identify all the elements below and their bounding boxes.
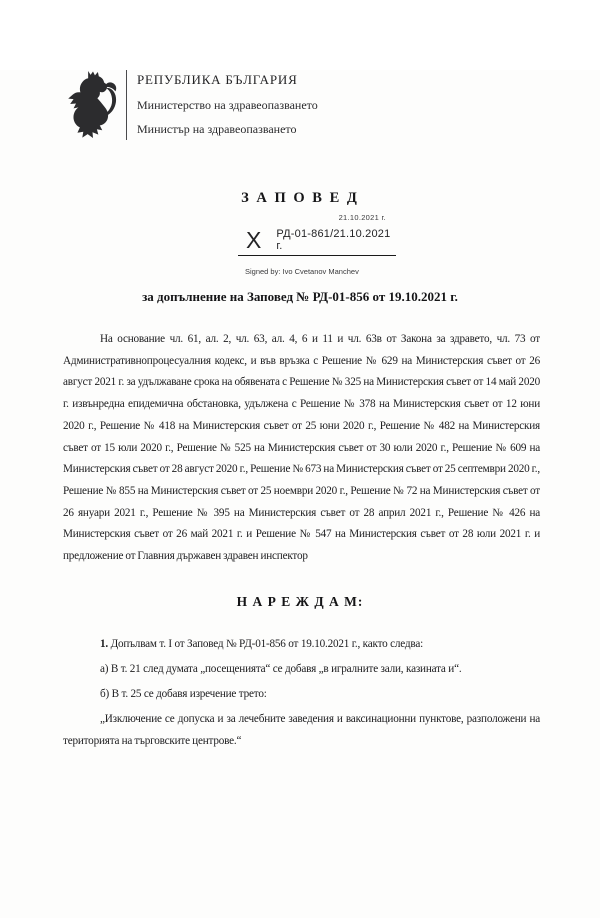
country-name: РЕПУБЛИКА БЪЛГАРИЯ [137,72,298,87]
digital-signature-block [238,213,396,276]
item-text: Допълвам т. I от Заповед № РД-01-856 от 19.10.2021 г., както следва: [110,637,423,650]
order-item-b: б) В т. 25 се добавя изречение трето: [100,688,267,701]
order-items [63,634,540,753]
ministry-name: Министерство на здравеопазването [137,97,318,112]
signature-x-mark: X [246,227,262,253]
item-number: 1. [100,637,108,650]
coat-of-arms-lion-icon [64,70,122,140]
order-item-1 [63,634,540,656]
document-title: З А П О В Е Д [241,190,359,206]
order-item-a: а) В т. 21 след думата „посещенията“ се добавя „в игралните зали, казината и“. [100,662,462,675]
document-page [0,70,600,918]
signed-by-label: Signed by: Ivo Cvetanov Manchev [245,267,359,276]
document-subtitle: за допълнение на Заповед № РД-01-856 от 19.10.2021 г. [142,289,458,304]
signature-line [238,228,396,256]
order-quote-paragraph: „Изключение се допуска и за лечебните заведения и ваксинационни пунктове, разположени на територията на търговските центрове.“ [63,713,540,748]
letterhead-text [127,70,318,140]
decree-heading: Н А Р Е Ж Д А М: [236,593,364,609]
legal-basis-paragraph: На основание чл. 61, ал. 2, чл. 63, ал. 4, 6 и 11 и чл. 63в от Закона за здравето, чл. 73 от Административнопроцесуалния кодекс, и във връзка с Решение № 629 на Министерския съвет от 26 август 2021 г. за удължаване срока на обявената с Решение № 325 на Министерския съвет от 14 май 2020 г. извънредна епидемична обстановка, удължена с Решение № 378 на Министерския съвет от 12 юни 2020 г., Решение № 418 на Министерския съвет от 25 юни 2020 г., Решение № 482 на Министерския съвет от 15 юли 2020 г., Решение № 525 на Министерския съвет от 30 юли 2020 г., Решение № 609 на Министерския съвет от 28 август 2020 г., Решение № 673 на Министерския съвет от 25 септември 2020 г., Решение № 855 на Министерския съвет от 25 ноември 2020 г., Решение № 72 на Министерския съвет от 26 януари 2021 г., Решение № 395 на Министерския съвет от 28 април 2021 г., Решение № 426 на Министерския съвет от 26 май 2021 г. и Решение № 547 на Министерския съвет от 28 юли 2021 г. и предложение от Главния държавен здравен инспектор [63,333,540,563]
signature-date: 21.10.2021 г. [338,213,386,222]
order-number: РД-01-861/21.10.2021 г. [276,228,391,252]
minister-title: Министър на здравеопазването [137,122,297,136]
letterhead [64,70,540,140]
